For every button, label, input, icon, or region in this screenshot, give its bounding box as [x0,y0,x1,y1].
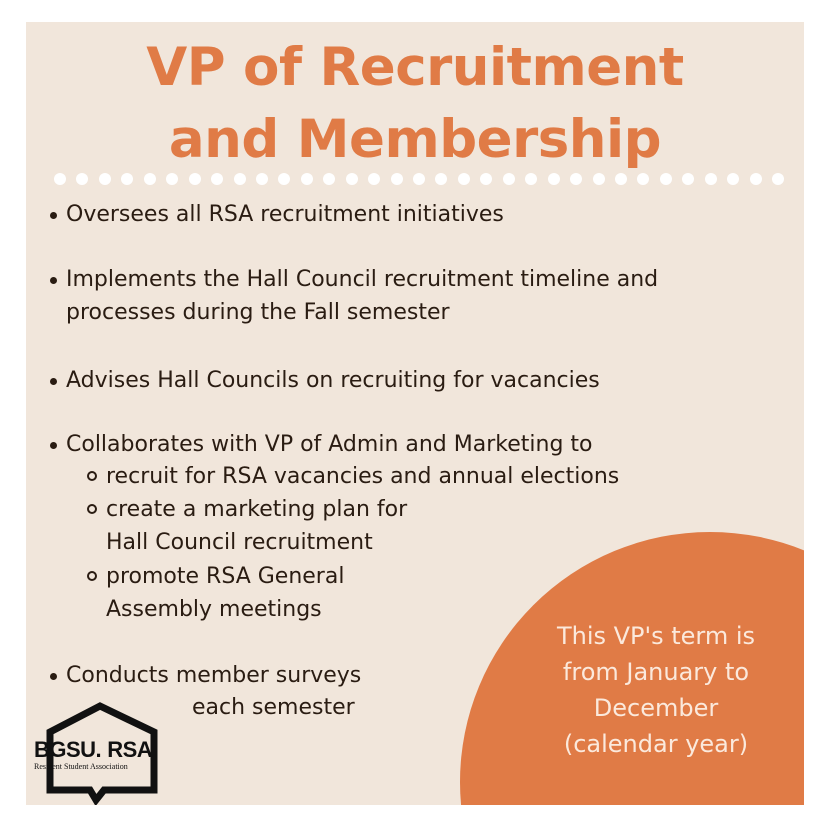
divider-dot [503,173,515,185]
divider-dot [682,173,694,185]
divider-dot [705,173,717,185]
dotted-divider [54,172,784,186]
sub-bullet-marker [87,504,97,514]
sub-bullet-1-text: recruit for RSA vacancies and annual elections [106,464,620,489]
bullet-5-text-line-2: each semester [192,695,355,720]
divider-dot [660,173,672,185]
sub-bullet-marker [87,471,97,481]
divider-dot [234,173,246,185]
divider-dot [166,173,178,185]
divider-dot [750,173,762,185]
term-note-line-2: from January to [562,658,750,686]
bullet-1-text: Oversees all RSA recruitment initiatives [66,202,504,227]
divider-dot [525,173,537,185]
divider-dot [391,173,403,185]
title-line-2: and Membership [168,109,662,170]
sub-bullet-marker [87,571,97,581]
sub-bullet-3-text-line-1: promote RSA General [106,564,345,589]
divider-dot [323,173,335,185]
bullet-marker [50,212,57,219]
divider-dot [189,173,201,185]
bullet-marker [50,442,57,449]
divider-dot [593,173,605,185]
divider-dot [301,173,313,185]
term-note-line-3: December [593,694,719,722]
logo-wordmark-rsa: RSA [107,737,153,762]
bullet-4-text: Collaborates with VP of Admin and Marketing to [66,432,593,457]
divider-dot [346,173,358,185]
sub-bullet-2-text-line-1: create a marketing plan for [106,497,408,522]
bullet-3-text: Advises Hall Councils on recruiting for vacancies [66,368,600,393]
bullet-2-text-line-1: Implements the Hall Council recruitment timeline and [66,267,659,292]
bullet-marker [50,277,57,284]
term-note-line-4: (calendar year) [563,730,749,758]
sub-bullet-2-text-line-2: Hall Council recruitment [106,530,373,555]
divider-dot [548,173,560,185]
term-note-line-1: This VP's term is [556,622,756,650]
divider-dot [76,173,88,185]
divider-dot [368,173,380,185]
divider-dot [413,173,425,185]
bullet-marker [50,378,57,385]
divider-dot [772,173,784,185]
info-card [26,22,804,805]
divider-dot [727,173,739,185]
divider-dot [615,173,627,185]
logo-subtitle: Resident Student Association [34,762,128,771]
divider-dot [121,173,133,185]
divider-dot [256,173,268,185]
divider-dot [570,173,582,185]
divider-dot [144,173,156,185]
divider-dot [99,173,111,185]
sub-bullet-3-text-line-2: Assembly meetings [106,597,322,622]
bullet-5-text-line-1: Conducts member surveys [66,663,362,688]
bullet-2-text-line-2: processes during the Fall semester [66,300,450,325]
divider-dot [54,173,66,185]
divider-dot [637,173,649,185]
logo-wordmark [34,738,152,762]
divider-dot [211,173,223,185]
divider-dot [435,173,447,185]
bullet-marker [50,673,57,680]
term-note [506,618,804,762]
title-line-1: VP of Recruitment [146,37,684,98]
divider-dot [278,173,290,185]
logo-wordmark-bgsu: BGSU. [34,737,102,762]
divider-dot [458,173,470,185]
divider-dot [480,173,492,185]
